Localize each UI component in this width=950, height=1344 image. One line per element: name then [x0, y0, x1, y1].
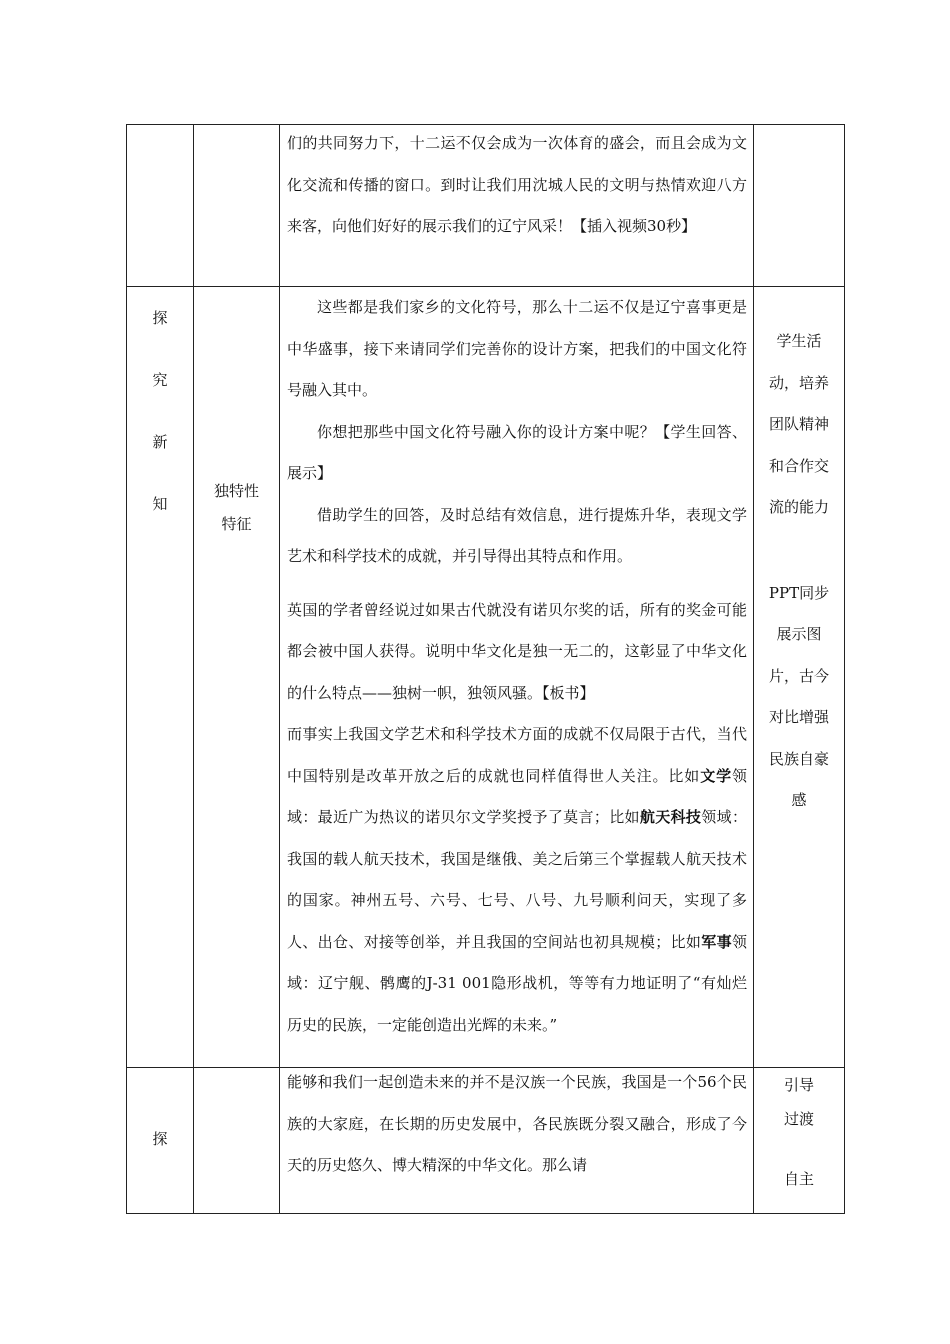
content-paragraph: 能够和我们一起创造未来的并不是汉族一个民族，我国是一个56个民族的大家庭，在长期的历史发展中，各民族既分裂又融合，形成了今天的历史悠久、博大精深的中华文化。那么请 [287, 1073, 747, 1174]
stage-char: 探 [152, 1130, 168, 1148]
note-line: 民族自豪 [768, 749, 829, 768]
content-paragraph: 借助学生的回答，及时总结有效信息，进行提炼升华，表现文学艺术和科学技术的成就，并引导得出其特点和作用。 [287, 505, 747, 565]
text-run: 而事实上我国文学艺术和科学技术方面的成就不仅局限于古代，当代中国特别是改革开放之后的成就也同样值得世人关注。比如 [287, 725, 747, 785]
content-paragraph: 你想把那些中国文化符号融入你的设计方案中呢？【学生回答、展示】 [287, 422, 747, 482]
content-cell [280, 125, 754, 287]
table-row [127, 125, 845, 287]
content-paragraph: 们的共同努力下，十二运不仅会成为一次体育的盛会，而且会成为文化交流和传播的窗口。到时让我们用沈城人民的文明与热情欢迎八方来客，向他们好好的展示我们的辽宁风采！【插入视频30秒】 [287, 134, 747, 235]
feature-label: 独特性 [213, 482, 259, 500]
content-cell [280, 1068, 754, 1214]
text-run: 领域：我国的载人航天技术，我国是继俄、美之后第三个掌握载人航天技术的国家。神州五号、六号、七号、八号、九号顺利问天，实现了多人、出仓、对接等创举，并且我国的空间站也初具规模；比如 [287, 808, 747, 951]
text-run: 领域：最近广为热议的诺贝尔文学奖授予了莫言；比如 [287, 766, 747, 826]
content-cell [280, 287, 754, 1068]
feature-cell [194, 1068, 280, 1214]
feature-cell [194, 125, 280, 287]
note-line: 动，培养 [768, 373, 829, 392]
content-paragraph [280, 714, 753, 1046]
table-row [127, 1068, 845, 1214]
note-line: 展示图 [776, 625, 822, 643]
stage-char: 知 [152, 495, 168, 513]
bold-term: 文学 [700, 766, 732, 785]
note-line: 过渡 [783, 1110, 814, 1128]
feature-cell [194, 287, 280, 1068]
note-line: 对比增强 [768, 708, 829, 726]
note-line: 流的能力 [768, 498, 829, 516]
bold-term: 军事 [701, 932, 732, 951]
note-line: 感 [791, 791, 807, 809]
note-line: 片，古今 [768, 666, 829, 685]
note-cell [754, 125, 845, 287]
stage-cell [127, 1068, 194, 1214]
table-row [127, 287, 845, 1068]
note-line: 自主 [783, 1170, 814, 1188]
stage-char: 探 [152, 309, 168, 327]
bold-term: 航天科技 [639, 808, 702, 826]
note-cell [754, 1068, 845, 1214]
stage-char: 究 [152, 371, 168, 389]
note-line: 和合作交 [768, 456, 829, 475]
feature-label: 特征 [221, 515, 252, 533]
note-line: 团队精神 [768, 415, 829, 433]
note-line: PPT同步 [768, 583, 830, 602]
lesson-plan-table [126, 124, 845, 1214]
note-line: 学生活 [776, 332, 822, 350]
note-line: 引导 [783, 1076, 814, 1094]
stage-cell [127, 125, 194, 287]
content-paragraph: 英国的学者曾经说过如果古代就没有诺贝尔奖的话，所有的奖金可能都会被中国人获得。说明中华文化是独一无二的，这彰显了中华文化的什么特点——独树一帜，独领风骚。【板书】 [287, 600, 747, 702]
stage-cell [127, 287, 194, 1068]
content-paragraph: 这些都是我们家乡的文化符号，那么十二运不仅是辽宁喜事更是中华盛事，接下来请同学们完善你的设计方案，把我们的中国文化符号融入其中。 [287, 298, 747, 399]
text-run: 领域：辽宁舰、鹘鹰的J-31 001隐形战机，等等有力地证明了“有灿烂历史的民族，一定能创造出光辉的未来。” [287, 932, 747, 1034]
note-cell [754, 287, 845, 1068]
stage-char: 新 [152, 433, 168, 451]
